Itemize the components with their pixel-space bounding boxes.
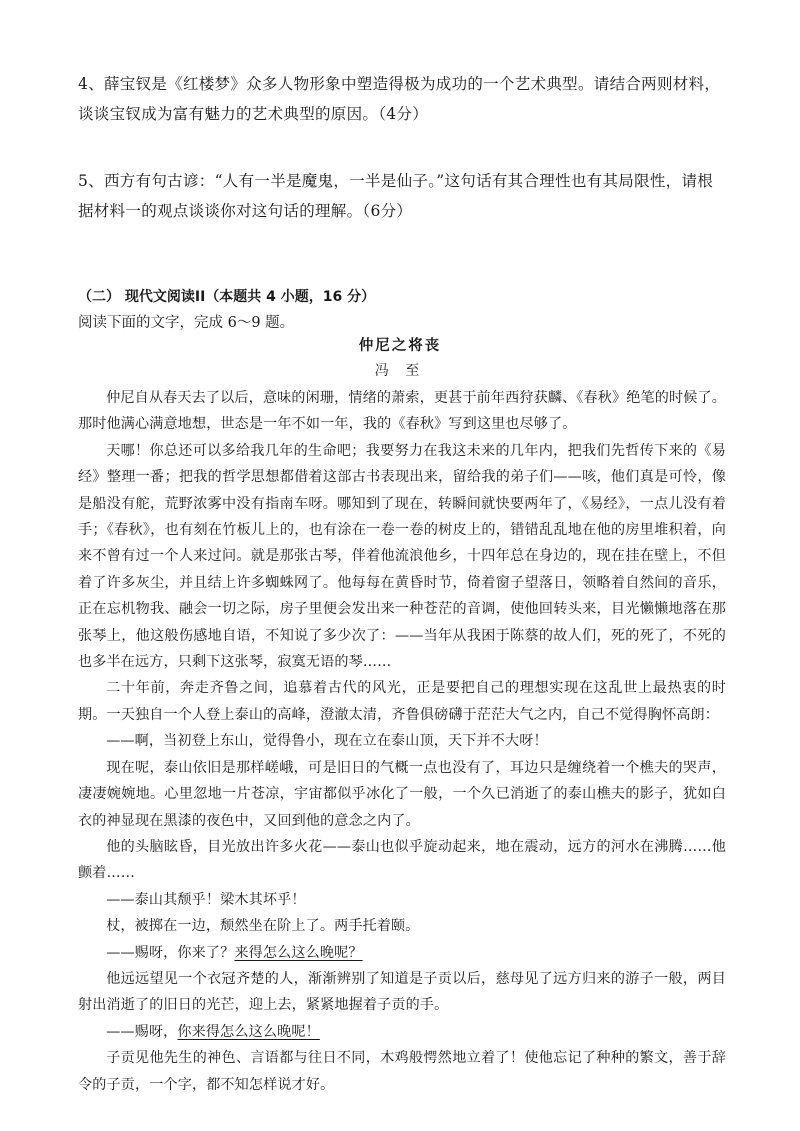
section-instruction: 阅读下面的文字，完成 6～9 题。 <box>78 315 295 331</box>
paragraph: 他的头脑眩昏，目光放出许多火花——泰山也似乎旋动起来，地在震动，远方的河水在沸腾……他颤着…… <box>78 838 726 882</box>
underlined-phrase: 来得怎么这么晚呢？ <box>234 944 363 961</box>
dialogue-line: ——赐呀， <box>106 1023 178 1040</box>
question-number: 5、 <box>78 172 104 190</box>
paragraph: 二十年前，奔走齐鲁之间，追慕着古代的风光，正是要把自己的理想实现在这乱世上最热衷的时期。一天独自一个人登上泰山的高峰，澄澈太清，齐鲁俱磅礴于茫茫大气之内，自己不觉得胸怀高朗： <box>78 680 726 723</box>
question-text: 薛宝钗是《红楼梦》众多人物形象中塑造得极为成功的一个艺术典型。请结合两则材料，谈谈宝钗成为富有魅力的艺术典型的原因。（4分） <box>78 75 721 123</box>
paragraph: 杖，被掷在一边，颓然坐在阶上了。两手托着颐。 <box>106 918 420 935</box>
paragraph <box>78 1019 726 1045</box>
section-heading: （二） 现代文阅读II（本题共 4 小题，16 分） <box>78 289 376 305</box>
dialogue-line: ——赐呀，你来了？ <box>106 944 235 961</box>
article-title: 仲尼之将丧 <box>358 337 442 354</box>
question-number: 4、 <box>78 75 104 93</box>
question-5 <box>78 166 728 226</box>
question-text: 西方有句古谚：“人有一半是魔鬼，一半是仙子。”这句话有其合理性也有其局限性，请根据材料一的观点谈谈你对这句话的理解。（6分） <box>78 172 714 220</box>
question-4 <box>78 69 728 129</box>
paragraph: ——泰山其颓乎！梁木其坏乎！ <box>106 891 306 908</box>
paragraph <box>78 940 726 966</box>
paragraph: ——啊，当初登上东山，觉得鲁小，现在立在泰山顶，天下并不大呀！ <box>106 733 548 750</box>
paragraph: 他远远望见一个衣冠齐楚的人，渐渐辨别了知道是子贡以后，慈母见了远方归来的游子一般，两目射出消逝了的旧日的光芒，迎上去，紧紧地握着子贡的手。 <box>78 970 726 1014</box>
underlined-phrase: 你来得怎么这么晚呢！ <box>177 1023 320 1040</box>
article-body <box>78 385 726 1098</box>
paragraph: 子贡见他先生的神色、言语都与往日不同，木鸡般愕然地立着了！使他忘记了种种的繁文，善于辞令的子贡，一个字，都不知怎样说才好。 <box>78 1050 726 1093</box>
paragraph: 现在呢，泰山依旧是那样嵯峨，可是旧日的气概一点也没有了，耳边只是缠绕着一个樵夫的哭声，凄凄婉婉地。心里忽地一片苍凉，宇宙都似乎冰化了一般，一个久已消逝了的泰山樵夫的影子，犹如白衣的神显现在黑漆的夜色中，又回到他的意念之内了。 <box>78 759 726 829</box>
paragraph: 仲尼自从春天去了以后，意味的闲珊，情绪的萧索，更甚于前年西狩获麟、《春秋》绝笔的时候了。那时他满心满意地想，世态是一年不如一年，我的《春秋》写到这里也尽够了。 <box>78 390 726 433</box>
paragraph: 天哪！你总还可以多给我几年的生命吧；我要努力在我这未来的几年内，把我们先哲传下来的《易经》整理一番；把我的哲学思想都借着这部古书表现出来，留给我的弟子们——咳，他们真是可怜，像是船没有舵，荒野浓雾中没有指南车呀。哪知到了现在，转瞬间就快要两年了，《易经》，一点儿没有着手；《春秋》，也有刻在竹板儿上的，也有涂在一卷一卷的树皮上的，错错乱乱地在他的房里堆积着，向来不曾有过一个人来过问。就是那张古琴，伴着他流浪他乡，十四年总在身边的，现在挂在壁上，不但着了许多灰尘，并且结上许多蜘蛛网了。他每每在黄昏时节，倚着窗子望落日，领略着自然间的音乐，正在忘机物我、融会一切之际，房子里便会发出来一种苍茫的音调，使他回转头来，目光懒懒地落在那张琴上，他这般伤感地自语，不知说了多少次了：——当年从我困于陈蔡的故人们，死的死了，不死的也多半在远方，只剩下这张琴，寂寞无语的琴…… <box>78 442 726 671</box>
article-author: 冯 至 <box>374 363 426 379</box>
